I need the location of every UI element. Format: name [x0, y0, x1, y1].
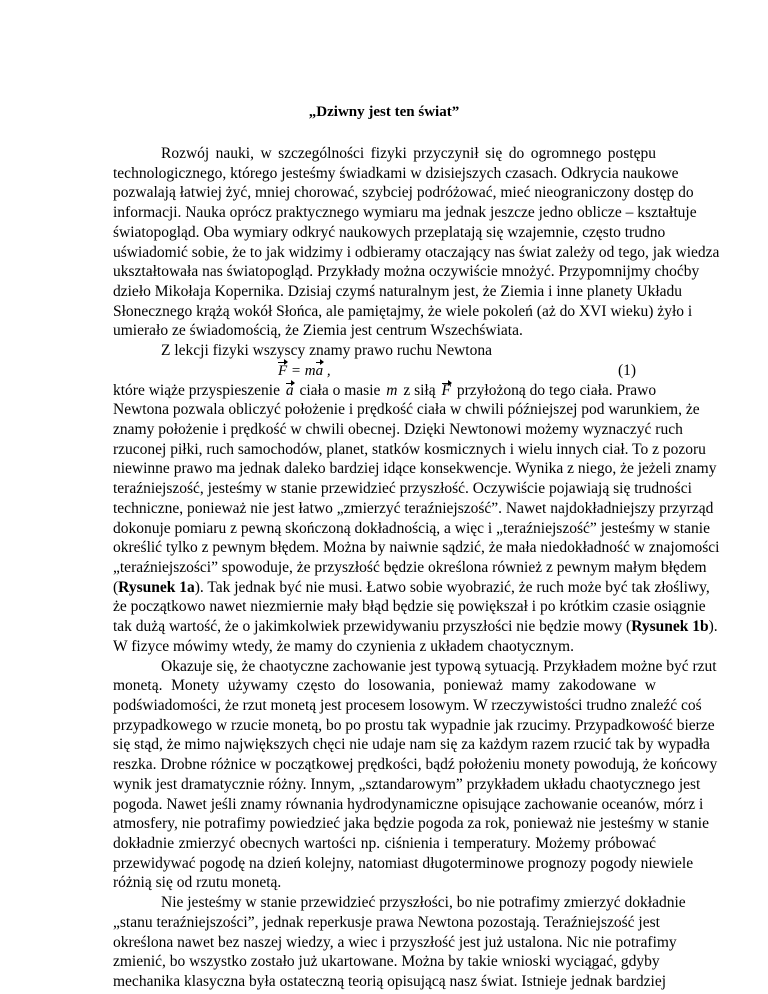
paragraph-line: różnią się od rzutu monetą. — [113, 874, 282, 892]
paragraph-line: określona nawet bez naszej wiedzy, a wiec i przyszłość jest już ustalona. Nic nie potrafimy — [113, 933, 677, 951]
paragraph-line: rzuconej piłki, ruch samochodów, planet, statków kosmicznych i wielu innych ciał. To z pozoru — [113, 440, 706, 458]
paragraph-line: niewinne prawo ma jednak daleko bardziej idące konsekwencje. Wynika z niego, że jeżeli znamy — [113, 460, 717, 478]
equation-number: (1) — [618, 361, 637, 379]
paragraph-line: określić tylko z pewnym błędem. Można by naiwnie sądzić, że mała niedokładność w znajomości — [113, 539, 720, 557]
equation-comma: , — [323, 362, 331, 379]
paragraph-line: się stąd, że mimo największych chęci nie udaje nam się za każdym razem rzucić tak by wypadła — [113, 736, 710, 754]
paragraph-line: światopogląd. Oba wymiary odkryć naukowych przeplatają się wzajemnie, często trudno — [113, 223, 666, 241]
paragraph-line — [113, 617, 718, 637]
paragraph-line: reszka. Drobne różnice w początkowej prędkości, bądź położeniu monety powodują, że końcowy — [113, 756, 718, 774]
acceleration-symbol: a — [285, 381, 294, 399]
paragraph-line: dzieło Mikołaja Kopernika. Dzisiaj czymś naturalnym jest, że Ziemia i inne planety Układu — [113, 283, 683, 300]
paragraph-line: że początkowo nawet niezmiernie mały błąd będzie się powiększał i po krótkim czasie osiągnie — [113, 598, 706, 616]
paragraph-line: Newtona pozwala obliczyć położenie i prędkość ciała w chwili późniejszej pod warunkiem, że — [113, 401, 700, 419]
paragraph-line: Słonecznego krążą wokół Słońca, ale pamiętajmy, że wiele pokoleń (aż do XVI wieku) żyło i — [113, 302, 693, 320]
mass-symbol: m — [386, 381, 398, 399]
paragraph-line: mechanika klasyczna była ostateczną teorią opisującą nasz świat. Istnieje jednak bardziej — [113, 973, 667, 990]
paragraph-line: „stanu teraźniejszości”, jednak reperkusje prawa Newtona pozostają. Teraźniejszość jest — [113, 913, 660, 931]
paragraph-line: technologicznego, którego jesteśmy świadkami w dzisiejszych czasach. Odkrycia naukowe — [113, 164, 679, 182]
paragraph-line — [113, 381, 656, 401]
figure-reference: Rysunek 1b — [631, 618, 709, 636]
line-segment: ( — [113, 578, 119, 596]
paragraph-line: Nie jesteśmy w stanie przewidzieć przyszłości, bo nie potrafimy zmierzyć dokładnie — [161, 894, 686, 912]
paragraph-line: pozwalają łatwiej żyć, mniej chorować, szybciej podróżować, mieć nieograniczony dostęp do — [113, 184, 694, 202]
line-segment: z siłą — [403, 381, 436, 399]
paragraph-line: teraźniejszość, jesteśmy w stanie przewidzieć przyszłość. Oczywiście pojawiają się trudności — [113, 480, 692, 498]
paragraph-line: przewidywać pogodę na dzień kolejny, natomiast długoterminowe prognozy pogody niewiele — [113, 854, 694, 872]
paragraph-line: atmosfery, nie potrafimy powiedzieć jaka będzie pogoda za rok, ponieważ nie jesteśmy w stanie — [113, 815, 709, 833]
force-symbol: F — [441, 381, 451, 399]
paragraph-line: Rozwój nauki, w szczególności fizyki przyczynił się do ogromnego postępu — [161, 145, 656, 162]
paragraph-line: informacji. Nauka oprócz praktycznego wymiaru ma jednak jeszcze jedno oblicze – kształtuje — [113, 204, 697, 222]
paragraph-line: zmienić, bo wszystko zostało już ukartowane. Można by takie wnioski wyciągać, gdyby — [113, 953, 660, 971]
document-title: „Dziwny jest ten świat” — [308, 104, 460, 120]
paragraph-line: podświadomości, że rzut monetą jest procesem losowym. W rzeczywistości trudno znaleźć coś — [113, 697, 702, 714]
paragraph-line: dokładnie zmierzyć obecnych wartości np. ciśnienia i temperatury. Możemy próbować — [113, 835, 656, 852]
line-segment: które wiąże przyspieszenie — [113, 381, 280, 399]
paragraph-line: ukształtowała nas światopogląd. Przykłady można oczywiście mnożyć. Przypomnijmy choćby — [113, 263, 700, 281]
mass-symbol: m — [304, 362, 316, 379]
force-vector: F — [278, 362, 288, 379]
figure-reference: Rysunek 1a — [118, 578, 195, 596]
paragraph-line: pogoda. Nawet jeśli znamy równania hydrodynamiczne opisujące zachowanie oceanów, mórz i — [113, 795, 704, 813]
acceleration-vector: a — [315, 362, 324, 379]
paragraph-line: przypadkowego w rzucie monetą, bo po prostu tak wypadnie jak rzucimy. Przypadkowość bierze — [113, 716, 715, 734]
paragraph-line: znamy położenie i prędkość w chwili obecnej. Dzięki Newtonowi możemy wyznaczyć ruch — [113, 421, 683, 438]
paragraph-line: Z lekcji fizyki wszyscy znamy prawo ruchu Newtona — [161, 342, 492, 360]
paragraph-line: umierało ze świadomością, że Ziemia jest centrum Wszechświata. — [113, 322, 523, 340]
paragraph-line: wynik jest dramatycznie różny. Innym, „sztandarowym” przykładem układu chaotycznego jest — [113, 775, 701, 793]
line-segment: przyłożoną do tego ciała. Prawo — [456, 381, 657, 399]
paragraph-line: techniczne, ponieważ nie jest łatwo „zmierzyć teraźniejszość”. Nawet najdokładniejszy przyrząd — [113, 499, 714, 517]
paragraph-line: Okazuje się, że chaotyczne zachowanie jest typową sytuacją. Przykładem możne być rzut — [161, 657, 717, 675]
paragraph-line: „teraźniejszości” spowoduje, że przyszłość będzie określona również z pewnym małym błędem — [113, 559, 707, 576]
newton-equation — [278, 361, 331, 381]
line-segment: ). — [708, 618, 718, 636]
paragraph-line: dokonuje pomiaru z pewną skończoną dokładnością, a więc i „teraźniejszość” jesteśmy w stanie — [113, 519, 710, 537]
paragraph-line: W fizyce mówimy wtedy, że mamy do czynienia z układem chaotycznym. — [113, 637, 574, 655]
paragraph-line: uświadomić sobie, że to jak widzimy i odbieramy otaczający nas świat zależy od tego, jak wiedza — [113, 243, 720, 261]
line-segment: ). Tak jednak być nie musi. Łatwo sobie wyobrazić, że ruch może być tak złośliwy, — [194, 578, 710, 596]
line-segment: ciała o masie — [299, 381, 381, 399]
paragraph-line: monetą. Monety używamy często do losowania, ponieważ mamy zakodowane w — [113, 677, 656, 695]
paragraph-line — [113, 578, 710, 598]
equals-sign: = — [287, 362, 305, 379]
line-segment: tak dużą wartość, że o jakimkolwiek przewidywaniu przyszłości nie będzie mowy ( — [113, 618, 632, 636]
